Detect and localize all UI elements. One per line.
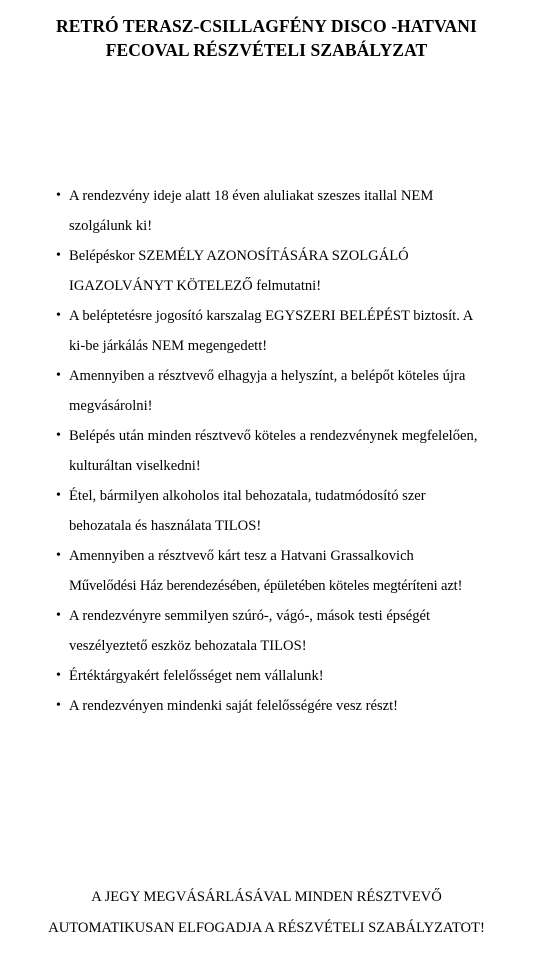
- rule-text-line-2: kulturáltan viselkedni!: [69, 458, 201, 474]
- rule-text-line-2: behozatala és használata TILOS!: [69, 518, 262, 534]
- rule-item: [50, 661, 510, 691]
- rule-text-line-1: Belépéskor SZEMÉLY AZONOSÍTÁSÁRA SZOLGÁLÓ: [69, 248, 409, 264]
- rule-item: [50, 421, 510, 481]
- rules-list: [50, 181, 510, 721]
- bullet-icon: •: [56, 308, 61, 323]
- rule-text-line-1: Amennyiben a résztvevő elhagyja a helyszínt, a belépőt köteles újra: [69, 368, 466, 384]
- rule-text-line-1: Belépés után minden résztvevő köteles a rendezvénynek megfelelően,: [69, 428, 478, 444]
- rule-item: [50, 481, 510, 541]
- bullet-icon: •: [56, 668, 61, 683]
- document-title: [0, 14, 533, 62]
- rule-text-line-1: A rendezvény ideje alatt 18 éven aluliakat szeszes itallal NEM: [69, 188, 434, 204]
- bullet-icon: •: [56, 608, 61, 623]
- rule-item: [50, 541, 510, 601]
- acceptance-notice-line-2: AUTOMATIKUSAN ELFOGADJA A RÉSZVÉTELI SZABÁLYZATOT!: [48, 920, 485, 936]
- rule-text-line-1: A rendezvényen mindenki saját felelősségére vesz részt!: [69, 698, 399, 714]
- rule-item: [50, 361, 510, 421]
- rule-item: [50, 601, 510, 661]
- rule-text-line-2: szolgálunk ki!: [69, 218, 153, 234]
- bullet-icon: •: [56, 428, 61, 443]
- rule-text-line-2: megvásárolni!: [69, 398, 153, 414]
- rule-text-line-2: IGAZOLVÁNYT KÖTELEZŐ felmutatni!: [69, 278, 322, 294]
- acceptance-notice: [0, 882, 533, 944]
- bullet-icon: •: [56, 548, 61, 563]
- title-line-1: RETRÓ TERASZ-CSILLAGFÉNY DISCO -HATVANI: [56, 16, 477, 36]
- rule-item: [50, 241, 510, 301]
- rule-item: [50, 181, 510, 241]
- rule-text-line-1: A rendezvényre semmilyen szúró-, vágó-, mások testi épségét: [69, 608, 431, 624]
- bullet-icon: •: [56, 488, 61, 503]
- rule-text-line-1: Amennyiben a résztvevő kárt tesz a Hatvani Grassalkovich: [69, 548, 414, 564]
- rule-text-line-1: A beléptetésre jogosító karszalag EGYSZERI BELÉPÉST biztosít. A: [69, 308, 474, 324]
- bullet-icon: •: [56, 368, 61, 383]
- rule-text-line-2: veszélyeztető eszköz behozatala TILOS!: [69, 638, 307, 654]
- rule-text-line-1: Értéktárgyakért felelősséget nem vállalunk!: [69, 668, 324, 684]
- bullet-icon: •: [56, 188, 61, 203]
- acceptance-notice-line-1: A JEGY MEGVÁSÁRLÁSÁVAL MINDEN RÉSZTVEVŐ: [91, 889, 442, 905]
- rule-text-line-1: Étel, bármilyen alkoholos ital behozatala, tudatmódosító szer: [69, 488, 426, 504]
- title-line-2: FECOVAL RÉSZVÉTELI SZABÁLYZAT: [105, 40, 428, 60]
- rule-text-line-2: ki-be járkálás NEM megengedett!: [69, 338, 268, 354]
- rule-item: [50, 691, 510, 721]
- bullet-icon: •: [56, 698, 61, 713]
- bullet-icon: •: [56, 248, 61, 263]
- rule-item: [50, 301, 510, 361]
- rule-text-line-2: Művelődési Ház berendezésében, épületében köteles megtéríteni azt!: [69, 578, 463, 594]
